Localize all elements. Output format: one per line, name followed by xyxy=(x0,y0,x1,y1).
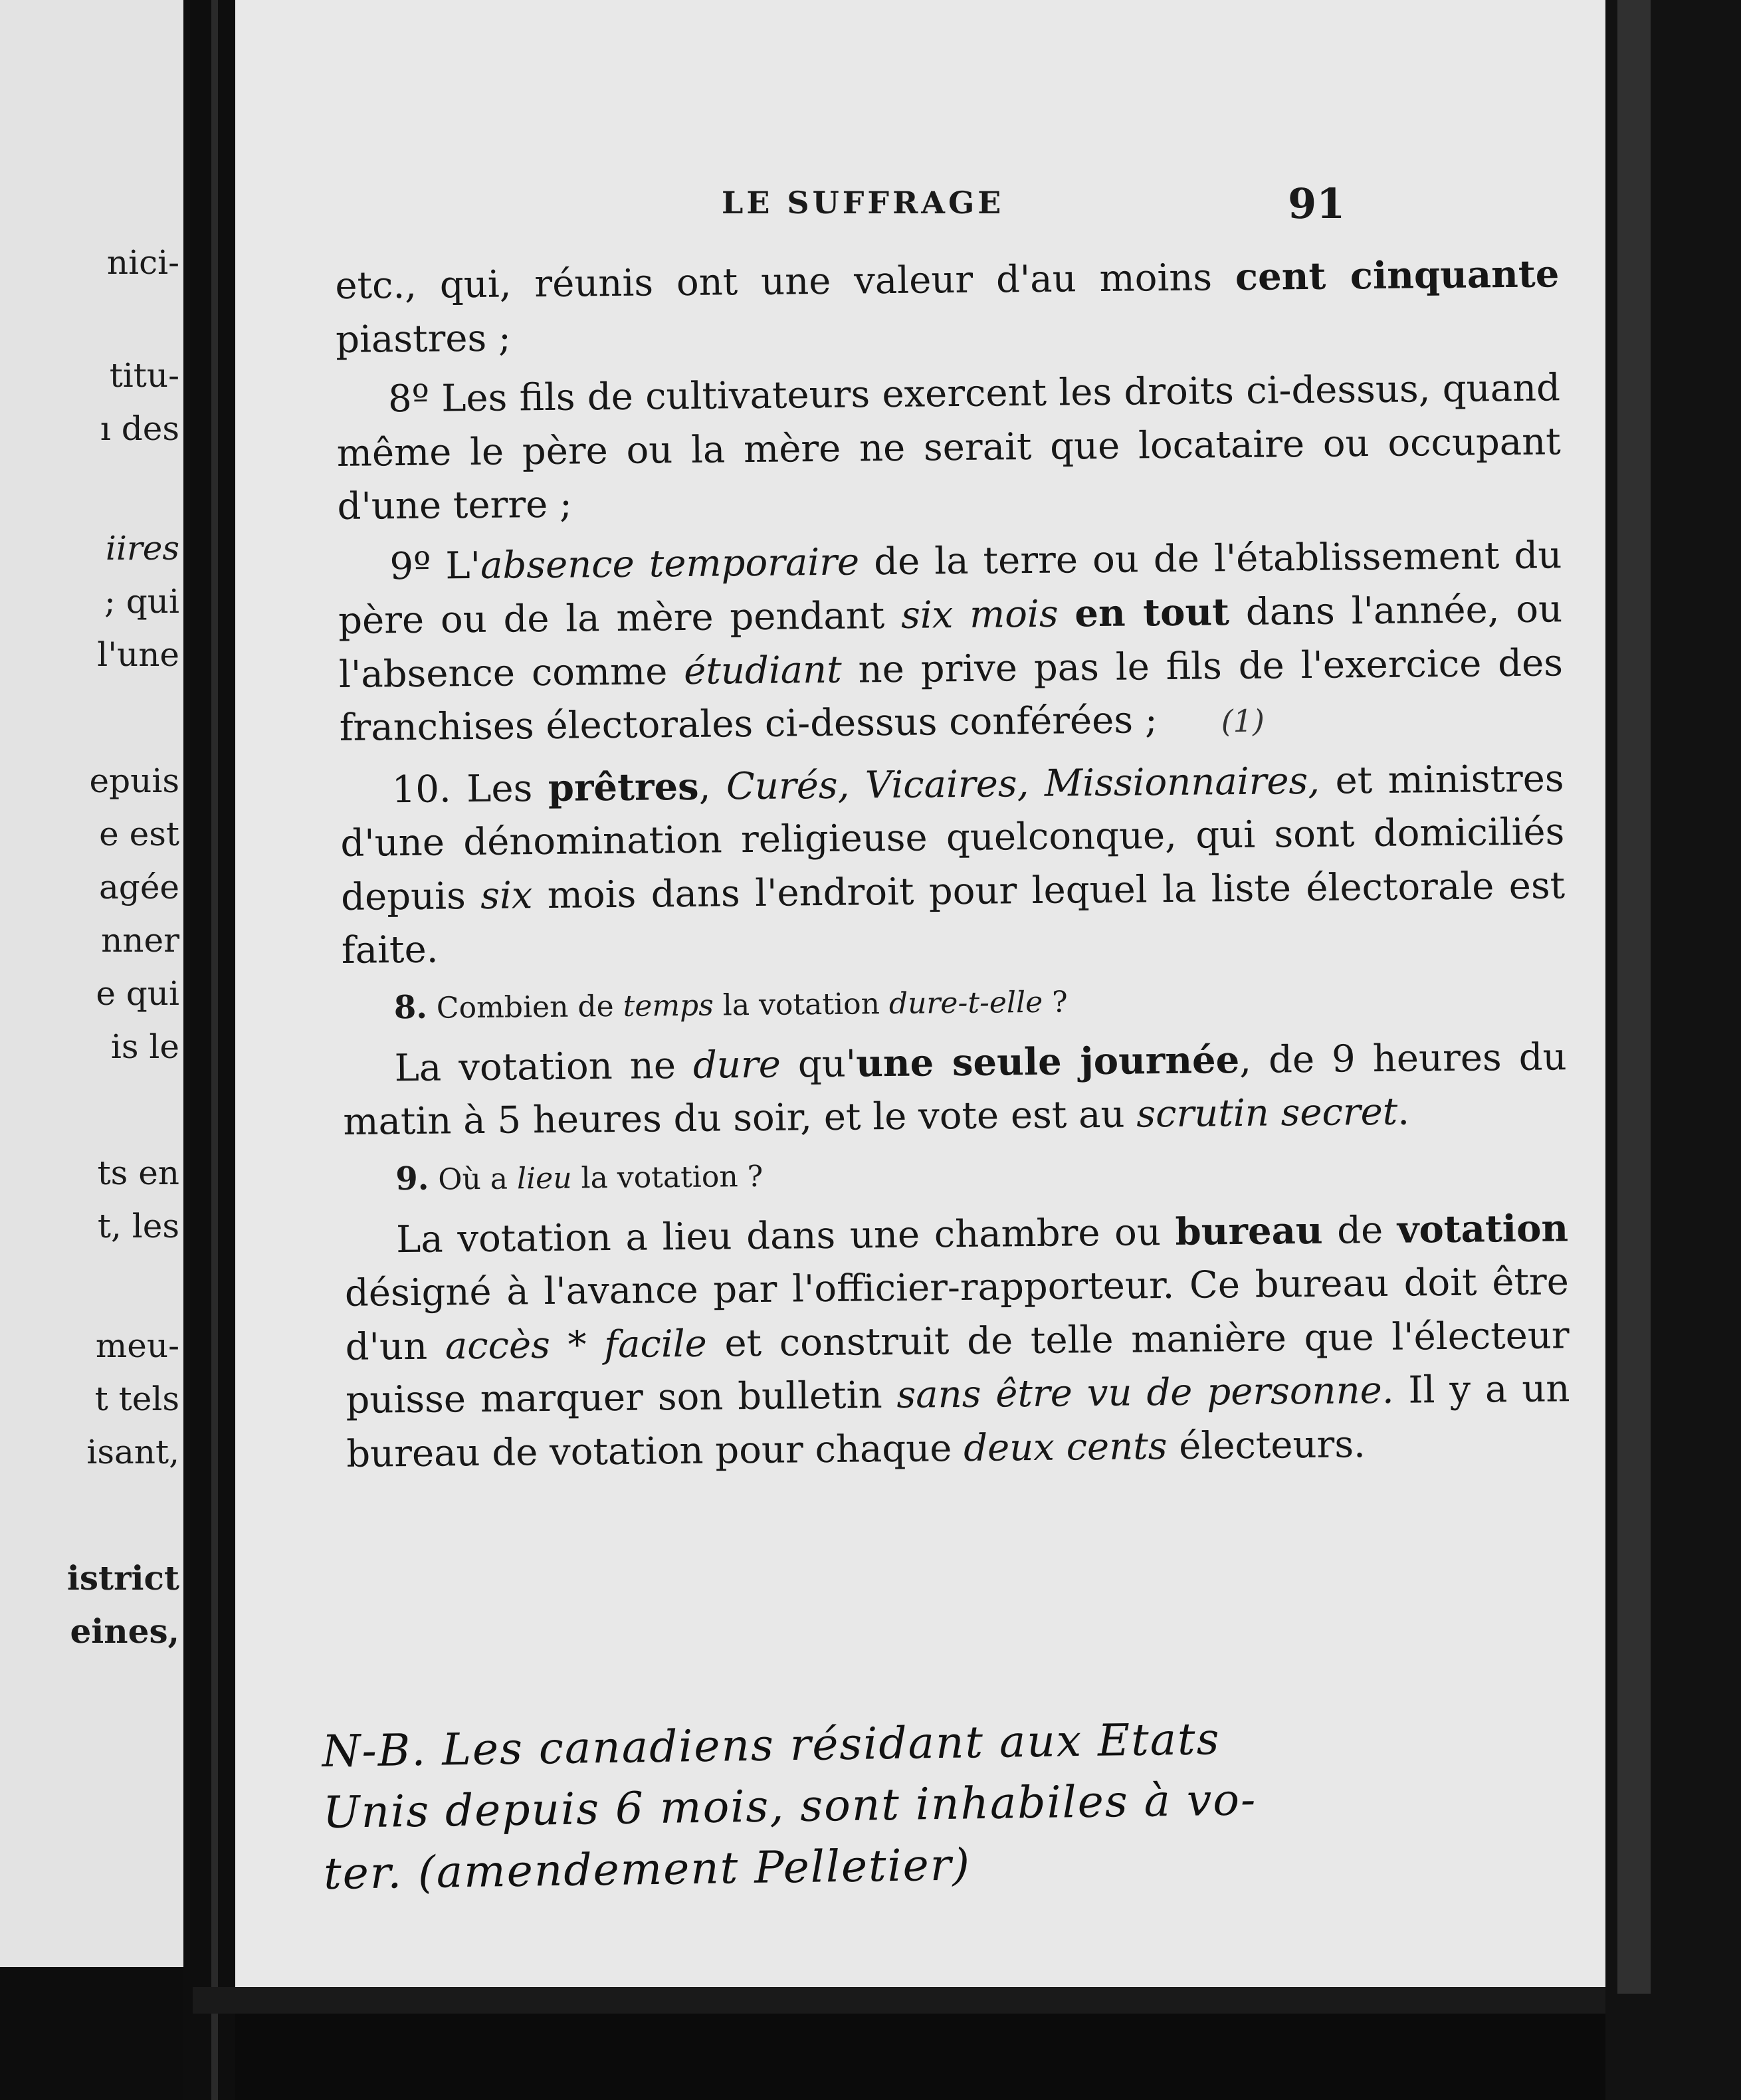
text-run: piastres ; xyxy=(335,316,512,362)
italic-run: étudiant xyxy=(683,648,842,693)
text-run: dans l'année, ou l'absence comme xyxy=(338,587,1563,696)
text-run: ? xyxy=(1042,984,1068,1019)
text-run: , xyxy=(698,764,727,809)
running-title: LE SUFFRAGE xyxy=(722,185,1005,221)
left-facing-page xyxy=(0,0,183,2100)
handwritten-line-3: ter. (amendement Pelletier) xyxy=(323,1839,972,1899)
text-run: etc., qui, réunis ont une valeur d'au moins xyxy=(335,255,1236,308)
bold-run: en tout xyxy=(1075,590,1230,636)
left-page-fragment: ts en xyxy=(97,1154,179,1192)
handwritten-line-2: Unis depuis 6 mois, sont inhabiles à vo- xyxy=(322,1774,1257,1838)
text-run: 10. Les xyxy=(391,766,549,811)
text-run: de la terre ou de l'établissement du père ou de la mère pendant xyxy=(338,533,1562,643)
left-page-fragment: l'une xyxy=(97,635,179,674)
handwritten-line-1: N-B. Les canadiens résidant aux Etats xyxy=(322,1713,1221,1777)
left-page-fragment: isant, xyxy=(86,1433,179,1471)
bold-run: votation xyxy=(1397,1206,1569,1252)
text-run: La votation a lieu dans une chambre ou xyxy=(395,1210,1176,1261)
italic-run: absence temporaire xyxy=(480,540,860,587)
question-number: 9. xyxy=(395,1160,429,1198)
question-number: 8. xyxy=(393,988,428,1026)
text-run: Où a xyxy=(429,1161,518,1197)
question-9 xyxy=(344,1144,1568,1204)
left-page-fragment: e qui xyxy=(96,974,179,1013)
left-page-shadow xyxy=(0,1967,183,2100)
paragraph-continuation xyxy=(335,247,1560,367)
italic-run: lieu xyxy=(516,1161,572,1196)
left-page-fragment: epuis xyxy=(89,762,179,800)
text-run: de xyxy=(1322,1208,1398,1253)
text-run: la votation ? xyxy=(571,1159,764,1196)
left-page-fragment: nner xyxy=(101,921,179,960)
left-page-fragment: e est xyxy=(99,815,179,853)
left-page-fragment: titu- xyxy=(109,356,179,395)
text-run: 9º L' xyxy=(389,544,481,588)
text-run: et construit de telle manière que l'électeur puisse marquer son bulletin xyxy=(346,1313,1570,1422)
left-page-fragment: agée xyxy=(99,868,179,906)
left-page-fragment: eines, xyxy=(70,1612,179,1651)
answer-9 xyxy=(344,1202,1571,1481)
italic-run: deux cents xyxy=(963,1424,1168,1470)
italic-run: scrutin secret xyxy=(1136,1090,1398,1136)
left-page-fragment: ı des xyxy=(100,409,179,448)
bold-run: une seule journée xyxy=(855,1037,1240,1086)
text-run: La votation ne xyxy=(394,1043,694,1090)
question-8 xyxy=(342,973,1566,1033)
right-book-edge xyxy=(1605,0,1741,2100)
left-page-fragment: ; qui xyxy=(104,582,179,621)
book-page xyxy=(235,0,1605,1987)
bold-run: cent cinquante xyxy=(1235,252,1560,299)
italic-run: Curés, Vicaires, Missionnaires, xyxy=(726,759,1320,808)
text-run: la votation xyxy=(713,986,890,1023)
italic-run: accès * facile xyxy=(445,1322,708,1368)
text-run: et ministres d'une dénomination religieuse quelconque, qui sont domiciliés depuis xyxy=(340,756,1565,919)
text-run: Combien de xyxy=(427,989,623,1025)
italic-run: six xyxy=(480,873,533,918)
left-page-fragment: t tels xyxy=(94,1380,179,1418)
text-run: mois dans l'endroit pour lequel la liste électorale est faite. xyxy=(341,863,1566,972)
bold-run: bureau xyxy=(1175,1208,1323,1254)
italic-run: six mois xyxy=(900,592,1059,637)
running-head xyxy=(235,179,1605,233)
paragraph-item-8 xyxy=(336,362,1562,534)
italic-run: dure-t-elle xyxy=(888,985,1043,1021)
gutter-edge xyxy=(211,0,218,2100)
left-page-fragment: nici- xyxy=(106,243,179,282)
paragraph-item-9 xyxy=(338,529,1564,757)
book-gutter xyxy=(183,0,235,2100)
text-run: . xyxy=(1397,1090,1410,1134)
italic-run: dure xyxy=(692,1043,781,1087)
italic-run: temps xyxy=(623,988,714,1023)
italic-run: sans être vu de personne. xyxy=(896,1368,1394,1417)
left-page-fragment: is le xyxy=(110,1027,179,1066)
footnote-mark: (1) xyxy=(1221,702,1265,740)
text-run: 8º Les fils de cultivateurs exercent les droits ci-dessus, quand même le père ou la mère ne serait que locataire ou occupant d'une terre ; xyxy=(336,366,1562,528)
left-page-fragment: iires xyxy=(105,529,179,568)
right-edge-strip xyxy=(1617,0,1651,1994)
left-page-fragment: t, les xyxy=(97,1207,179,1245)
text-run: , de 9 heures du matin à 5 heures du soir, et le vote est au xyxy=(343,1035,1567,1144)
left-page-fragment: istrict xyxy=(66,1558,179,1598)
page-number: 91 xyxy=(1288,179,1346,228)
left-page-fragment: meu- xyxy=(95,1326,179,1365)
answer-8 xyxy=(342,1030,1567,1150)
handwritten-note xyxy=(322,1703,1587,1905)
page-bottom-shadow xyxy=(193,1987,1641,2014)
bold-run: prêtres xyxy=(548,764,699,810)
text-run: ne prive pas le fils de l'exercice des franchises électorales ci-dessus conférées ; xyxy=(339,641,1564,750)
text-run: électeurs. xyxy=(1167,1422,1366,1468)
text-run: désigné à l'avance par l'officier-rapporteur. Ce bureau doit être d'un xyxy=(344,1260,1570,1369)
text-run: qu' xyxy=(780,1042,857,1087)
paragraph-item-10 xyxy=(340,752,1566,978)
text-run: Il y a un bureau de votation pour chaque xyxy=(346,1367,1570,1476)
page-body xyxy=(335,247,1571,1488)
